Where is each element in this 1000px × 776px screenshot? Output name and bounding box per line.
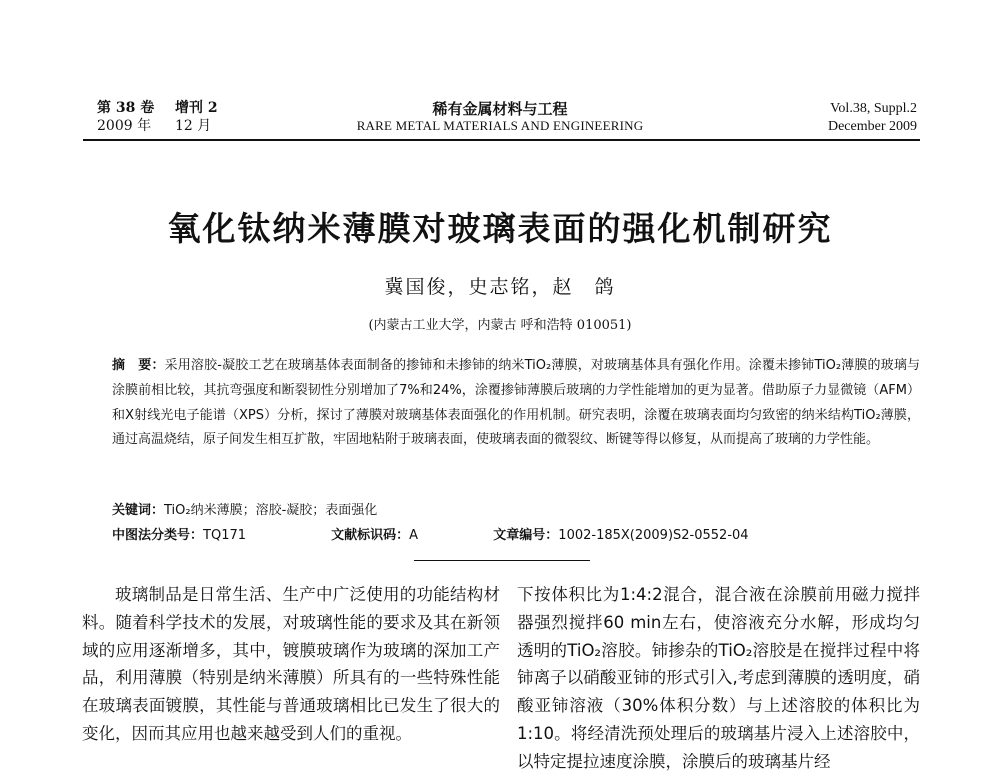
body-column-left bbox=[82, 581, 500, 748]
doc-code-label: 文献标识码： bbox=[331, 528, 410, 543]
volume-number: 第 38 卷 bbox=[97, 100, 155, 116]
article-meta bbox=[112, 524, 920, 543]
body-column-right bbox=[517, 581, 920, 776]
article-title: 氧化钛纳米薄膜对玻璃表面的强化机制研究 bbox=[167, 209, 833, 248]
date-en: December 2009 bbox=[827, 119, 917, 134]
publication-year: 2009 年 bbox=[97, 118, 152, 134]
abstract bbox=[112, 354, 920, 453]
header-rule bbox=[83, 139, 920, 141]
publication-month: 12 月 bbox=[175, 118, 212, 134]
clc-label: 中图法分类号： bbox=[112, 528, 204, 543]
issue-number: 增刊 2 bbox=[175, 100, 218, 116]
volume-en: Vol.38, Suppl.2 bbox=[830, 101, 917, 116]
journal-title-cn: 稀有金属材料与工程 bbox=[432, 100, 568, 118]
abstract-label: 摘 要： bbox=[112, 358, 165, 373]
clc-value: TQ171 bbox=[203, 528, 247, 543]
journal-title-en: RARE METAL MATERIALS AND ENGINEERING bbox=[356, 118, 644, 133]
doc-code-value: A bbox=[409, 528, 419, 543]
affiliation: (内蒙古工业大学，内蒙古 呼和浩特 010051) bbox=[368, 318, 632, 333]
author-list: 冀国俊，史志铭，赵 鸽 bbox=[384, 276, 616, 298]
article-id-label: 文章编号： bbox=[493, 528, 559, 543]
paragraph: 下按体积比为1:4:2混合，混合液在涂膜前用磁力搅拌器强烈搅拌60 min左右，使溶液充分水解，形成均匀透明的TiO₂溶胶。铈掺杂的TiO₂溶胶是在搅拌过程中将铈离子以硝酸亚铈的形式引入,考虑到薄膜的透明度，硝酸亚铈溶液（30%体积分数）与上述溶胶的体积比为1:10。将经清洗预处理后的玻璃基片浸入上述溶胶中，以特定提拉速度涂膜，涂膜后的玻璃基片经 bbox=[517, 585, 920, 771]
keywords-label: 关键词： bbox=[112, 503, 165, 518]
keywords-text: TiO₂纳米薄膜；溶胶-凝胶；表面强化 bbox=[164, 503, 378, 518]
keywords bbox=[112, 499, 377, 518]
article-id-value: 1002-185X(2009)S2-0552-04 bbox=[558, 528, 749, 543]
paragraph: 玻璃制品是日常生活、生产中广泛使用的功能结构材料。随着科学技术的发展，对玻璃性能的要求及其在新领域的应用逐渐增多，其中，镀膜玻璃作为玻璃的深加工产品，利用薄膜（特别是纳米薄膜）所具有的一些特殊性能在玻璃表面镀膜，其性能与普通玻璃相比已发生了很大的变化，因而其应用也越来越受到人们的重视。 bbox=[82, 585, 500, 743]
abstract-text: 采用溶胶-凝胶工艺在玻璃基体表面制备的掺铈和未掺铈的纳米TiO₂薄膜，对玻璃基体具有强化作用。涂覆未掺铈TiO₂薄膜的玻璃与涂膜前相比较，其抗弯强度和断裂韧性分别增加了7%和24%，涂覆掺铈薄膜后玻璃的力学性能增加的更为显著。借助原子力显微镜（AFM）和X射线光电子能谱（XPS）分析，探讨了薄膜对玻璃基体表面强化的作用机制。研究表明，涂覆在玻璃表面均匀致密的纳米结构TiO₂薄膜，通过高温烧结，原子间发生相互扩散，牢固地粘附于玻璃表面，使玻璃表面的微裂纹、断键等得以修复，从而提高了玻璃的力学性能。 bbox=[112, 358, 920, 448]
abstract-separator bbox=[414, 560, 590, 561]
